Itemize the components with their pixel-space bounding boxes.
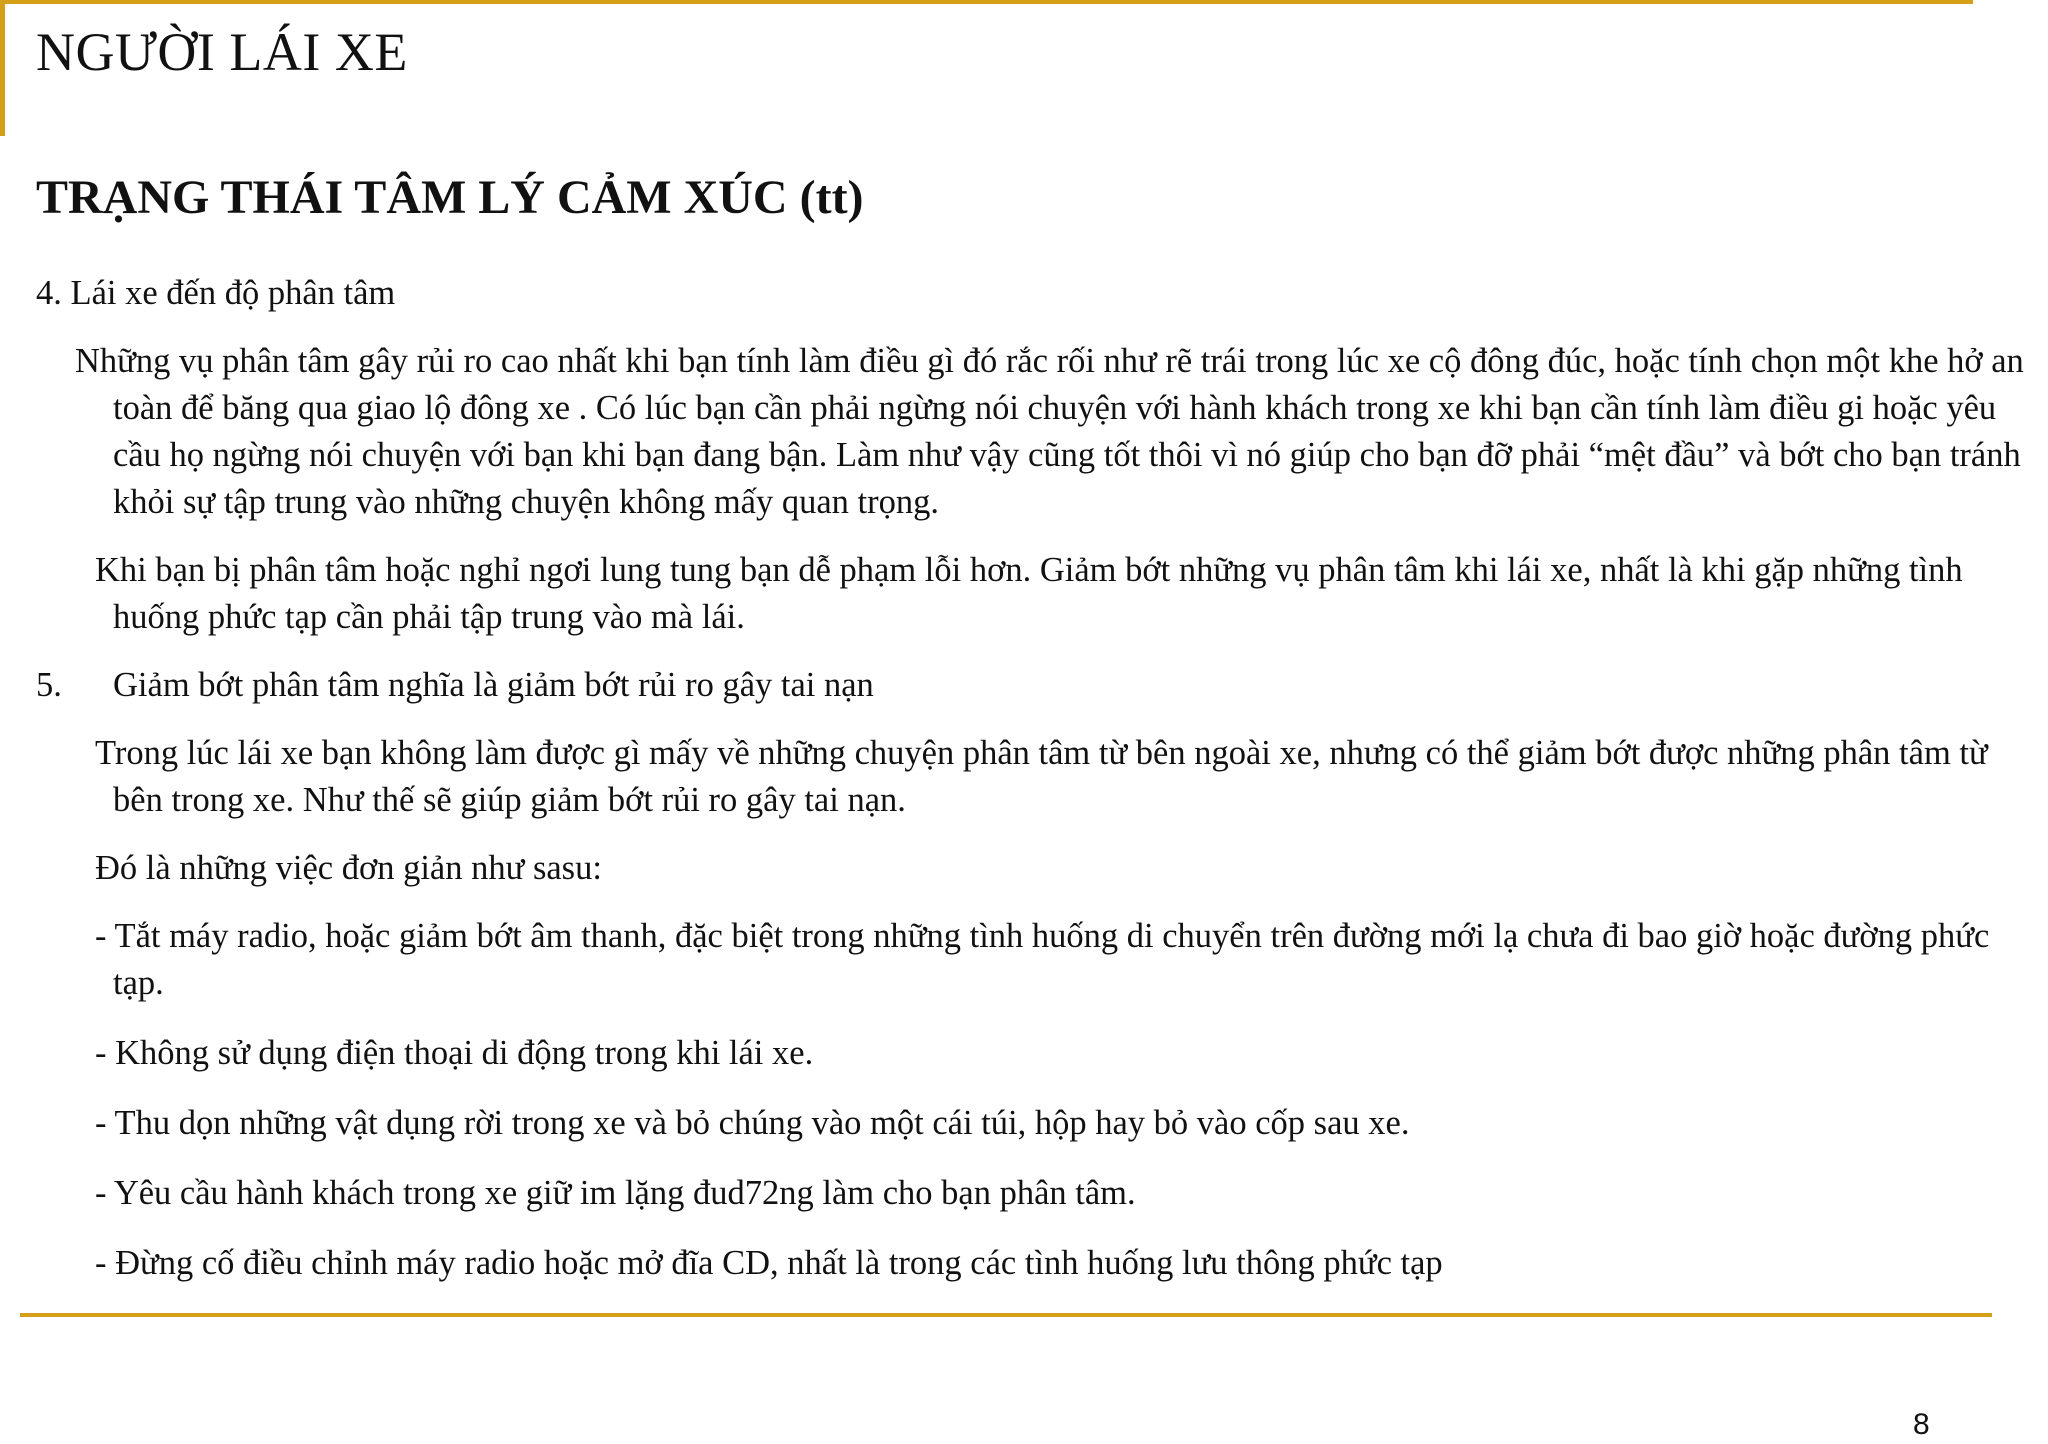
bullet-item-loose-items: - Thu dọn những vật dụng rời trong xe và bỏ chúng vào một cái túi, hộp hay bỏ vào cốp sau xe. — [95, 1104, 1410, 1142]
left-accent-bar — [0, 0, 5, 136]
item-5-number: 5. — [36, 666, 62, 704]
top-accent-rule — [0, 0, 1973, 4]
item-5-heading-text: Giảm bớt phân tâm nghĩa là giảm bớt rủi ro gây tai nạn — [113, 666, 874, 704]
page-number: 8 — [1913, 1408, 1930, 1441]
slide-body — [36, 270, 2032, 1310]
item-5-paragraph-1: Trong lúc lái xe bạn không làm được gì mấy về những chuyện phân tâm từ bên ngoài xe, nhưng có thể giảm bớt được những phân tâm từ bên trong xe. Như thế sẽ giúp giảm bớt rủi ro gây tai nạn. — [95, 734, 1988, 819]
section-title: TRẠNG THÁI TÂM LÝ CẢM XÚC (tt) — [36, 171, 864, 224]
item-4-paragraph-1: Những vụ phân tâm gây rủi ro cao nhất khi bạn tính làm điều gì đó rắc rối như rẽ trái trong lúc xe cộ đông đúc, hoặc tính chọn một khe hở an toàn để băng qua giao lộ đông xe . Có lúc bạn cần phải ngừng nói chuyện với hành khách trong xe khi bạn cần tính làm điều gi hoặc yêu cầu họ ngừng nói chuyện với bạn khi bạn đang bận. Làm như vậy cũng tốt thôi vì nó giúp cho bạn đỡ phải “mệt đầu” và bớt cho bạn tránh khỏi sự tập trung vào những chuyện không mấy quan trọng. — [75, 342, 2024, 521]
bottom-accent-rule — [20, 1313, 1992, 1317]
bullet-item-phone: - Không sử dụng điện thoại di động trong khi lái xe. — [95, 1034, 814, 1072]
bullet-item-cd: - Đừng cố điều chỉnh máy radio hoặc mở đĩa CD, nhất là trong các tình huống lưu thông phức tạp — [95, 1244, 1443, 1282]
item-5-paragraph-2: Đó là những việc đơn giản như sasu: — [95, 849, 602, 887]
item-5-heading — [36, 662, 2032, 709]
bullet-item-passengers: - Yêu cầu hành khách trong xe giữ im lặng đud72ng làm cho bạn phân tâm. — [95, 1174, 1136, 1212]
item-4-heading: 4. Lái xe đến độ phân tâm — [36, 274, 396, 312]
item-4-paragraph-2: Khi bạn bị phân tâm hoặc nghỉ ngơi lung tung bạn dễ phạm lỗi hơn. Giảm bớt những vụ phân tâm khi lái xe, nhất là khi gặp những tình huống phức tạp cần phải tập trung vào mà lái. — [95, 551, 1963, 636]
slide-header-title: NGƯỜI LÁI XE — [36, 22, 408, 82]
bullet-item-radio: - Tắt máy radio, hoặc giảm bớt âm thanh, đặc biệt trong những tình huống di chuyển trên đường mới lạ chưa đi bao giờ hoặc đường phức tạp. — [95, 917, 1990, 1002]
